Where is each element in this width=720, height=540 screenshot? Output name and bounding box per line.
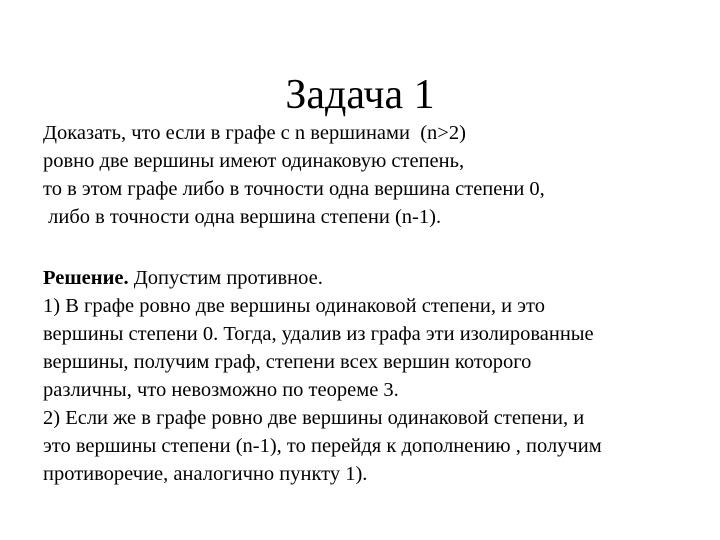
- solution-line-4: различны, что невозможно по теореме 3.: [43, 379, 399, 401]
- solution-line-6: это вершины степени (n-1), то перейдя к дополнению , получим: [43, 435, 602, 457]
- solution-line-7: противоречие, аналогично пункту 1).: [43, 463, 368, 485]
- solution-line-2: вершины степени 0. Тогда, удалив из графа эти изолированные: [43, 323, 594, 345]
- solution-label: Решение.: [43, 267, 129, 289]
- problem-statement: [43, 119, 713, 231]
- statement-line-1: Доказать, что если в графе с n вершинами (n>2): [43, 122, 466, 144]
- solution-first-line-rest: Допустим противное.: [128, 267, 323, 289]
- slide-title-text: Задача 1: [285, 72, 435, 118]
- solution-line-3: вершины, получим граф, степени всех вершин которого: [43, 351, 532, 373]
- solution-line-5: 2) Если же в графе ровно две вершины одинаковой степени, и: [43, 407, 585, 429]
- statement-line-4: либо в точности одна вершина степени (n-1).: [43, 206, 442, 228]
- solution-line-1: 1) В графе ровно две вершины одинаковой степени, и это: [43, 295, 545, 317]
- solution-block: [43, 264, 713, 488]
- statement-line-2: ровно две вершины имеют одинаковую степень,: [43, 150, 465, 172]
- statement-line-3: то в этом графе либо в точности одна вершина степени 0,: [43, 178, 545, 200]
- slide-title: [0, 70, 720, 120]
- solution-first-line: [43, 264, 713, 292]
